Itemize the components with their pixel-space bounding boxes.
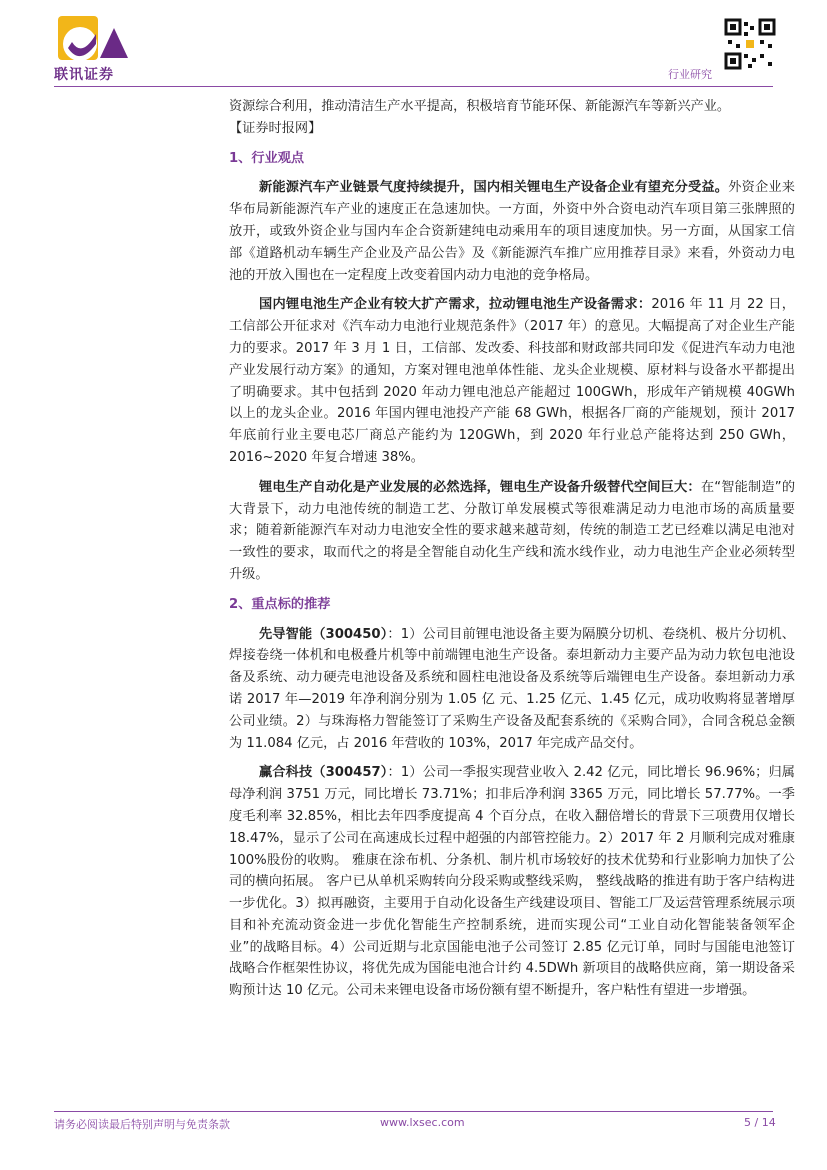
page-number: 5 / 14 <box>744 1116 776 1129</box>
section-label: 行业研究 <box>668 68 712 81</box>
footer-divider <box>54 1111 773 1112</box>
paragraph-stock-300457 <box>229 762 795 1002</box>
logo-triangle <box>100 28 128 58</box>
stock-name: 赢合科技（300457） <box>259 765 388 781</box>
paragraph-lead: 锂电生产自动化是产业发展的必然选择，锂电生产设备升级替代空间巨大： <box>259 479 701 495</box>
paragraph-industry-outlook <box>229 177 795 286</box>
paragraph-text: 2016 年 11 月 22 日， 工信部公开征求对《汽车动力电池行业规范条件》（2017 年）的意见。大幅提高了对企业生产能力的要求。2017 年 3 月 1 日，工信部、发改委、科技部和财政部共同印发《促进汽车动力电池产业发展行动方案》的通知，方案对锂电池单体性能、龙头企业规模、原材料与设备水平都提出了明确要求。其中包括到 2020 年动力锂电池总产能超过 100GWh，形成年产销规模 40GWh 以上的龙头企业。2016 年国内锂电池投产产能 68 GWh，根据各厂商的产能规划，预计 2017 年底前行业主要电芯厂商总产能约为 120GWh，到 2020 年行业总产能将达到 250 GWh，2016~2020 年复合增速 38%。 <box>229 297 795 465</box>
paragraph-text: 外资企业来华布局新能源汽车产业的速度正在急速加快。一方面，外资中外合资电动汽车项目第三张牌照的放开，或致外资企业与国内车企合资新建纯电动乘用车的项目速度加快。另一方面，从国家工信部《道路机动车辆生产企业及产品公告》及《新能源汽车推广应用推荐目录》来看，外资动力电池的开放入围也在一定程度上改变着国内动力电池的竞争格局。 <box>229 180 795 283</box>
intro-line: 资源综合利用，推动清洁生产水平提高，积极培育节能环保、新能源汽车等新兴产业。 <box>229 99 731 114</box>
paragraph-text: ：1）公司目前锂电池设备主要为隔膜分切机、卷绕机、极片分切机、焊接卷绕一体机和电极叠片机等中前端锂电池生产设备。泰坦新动力主要产品为动力软包电池设备及系统、动力硬壳电池设备及系统和圆柱电池设备及系统等后端锂电生产设备。泰坦新动力承诺 2017 年—2019 年净利润分别为 1.05 亿 元、1.25 亿元、1.45 亿元，成功收购将显著增厚公司业绩。2）与珠海格力智能签订了采购生产设备及配套系统的《采购合同》，合同含税总金额为 11.084 亿元，占 2016 年营收的 103%，2017 年完成产品交付。 <box>229 626 795 751</box>
qr-code <box>724 18 776 78</box>
report-body <box>229 96 795 1002</box>
paragraph-lead: 国内锂电池生产企业有较大扩产需求，拉动锂电池生产设备需求： <box>259 297 652 313</box>
paragraph-text: ：1）公司一季报实现营业收入 2.42 亿元，同比增长 96.96%；归属母净利润 3751 万元，同比增长 73.71%；扣非后净利润 3365 万元，同比增长 57.77%。一季度毛利率 32.85%，相比去年四季度提高 4 个百分点，在收入翻倍增长的背景下三项费用仅增长 18.47%，显示了公司在高速成长过程中超强的内部管控能力。2）2017 年 2 月顺利完成对雅康 100%股份的收购。 雅康在涂布机、分条机、制片机市场较好的技术优势和行业影响力加快了公司的横向拓展。 客户已从单机采购转向分段采购或整线采购， 整线战略的推进有助于客户结构进一步优化。3）拟再融资，主要用于自动化设备生产线建设项目、智能工厂及运营管理系统展示项目和补充流动资金进一步优化智能生产控制系统，进而实现公司“工业自动化智能装备领军企业”的战略目标。4）公司近期与北京国能电池子公司签订 2.85 亿元订单，同时与国能电池签订战略合作框架性协议，将优先成为国能电池合计约 4.5DWh 新项目的战略供应商，第一期设备采购预计达 10 亿元。公司未来锂电设备市场份额有望不断提升，客户粘性有望进一步增强。 <box>229 765 795 999</box>
section-heading-2: 2、重点标的推荐 <box>229 596 331 612</box>
website-link[interactable]: www.lxsec.com <box>380 1116 465 1129</box>
paragraph-automation <box>229 477 795 586</box>
disclaimer-link[interactable]: 请务必阅读最后特别声明与免责条款 <box>54 1118 230 1131</box>
paragraph-stock-300450 <box>229 624 795 755</box>
intro-source: 【证券时报网】 <box>229 120 322 136</box>
header-divider <box>54 86 773 87</box>
section-heading-1: 1、行业观点 <box>229 150 305 166</box>
paragraph-text: 在“智能制造”的大背景下，动力电池传统的制造工艺、分散订单发展模式等很难满足动力电池市场的高质量要求；随着新能源汽车对动力电池安全性的要求越来越苛刻，传统的制造工艺已经难以满足电池对一致性的要求，取而代之的将是全智能自动化生产线和流水线作业，动力电池生产企业必须转型升级。 <box>229 479 796 582</box>
paragraph-lead: 新能源汽车产业链景气度持续提升，国内相关锂电生产设备企业有望充分受益。 <box>259 180 729 196</box>
logo-text: 联讯证券 <box>54 67 114 83</box>
stock-name: 先导智能（300450） <box>259 626 388 642</box>
paragraph-capacity-demand <box>229 294 795 468</box>
